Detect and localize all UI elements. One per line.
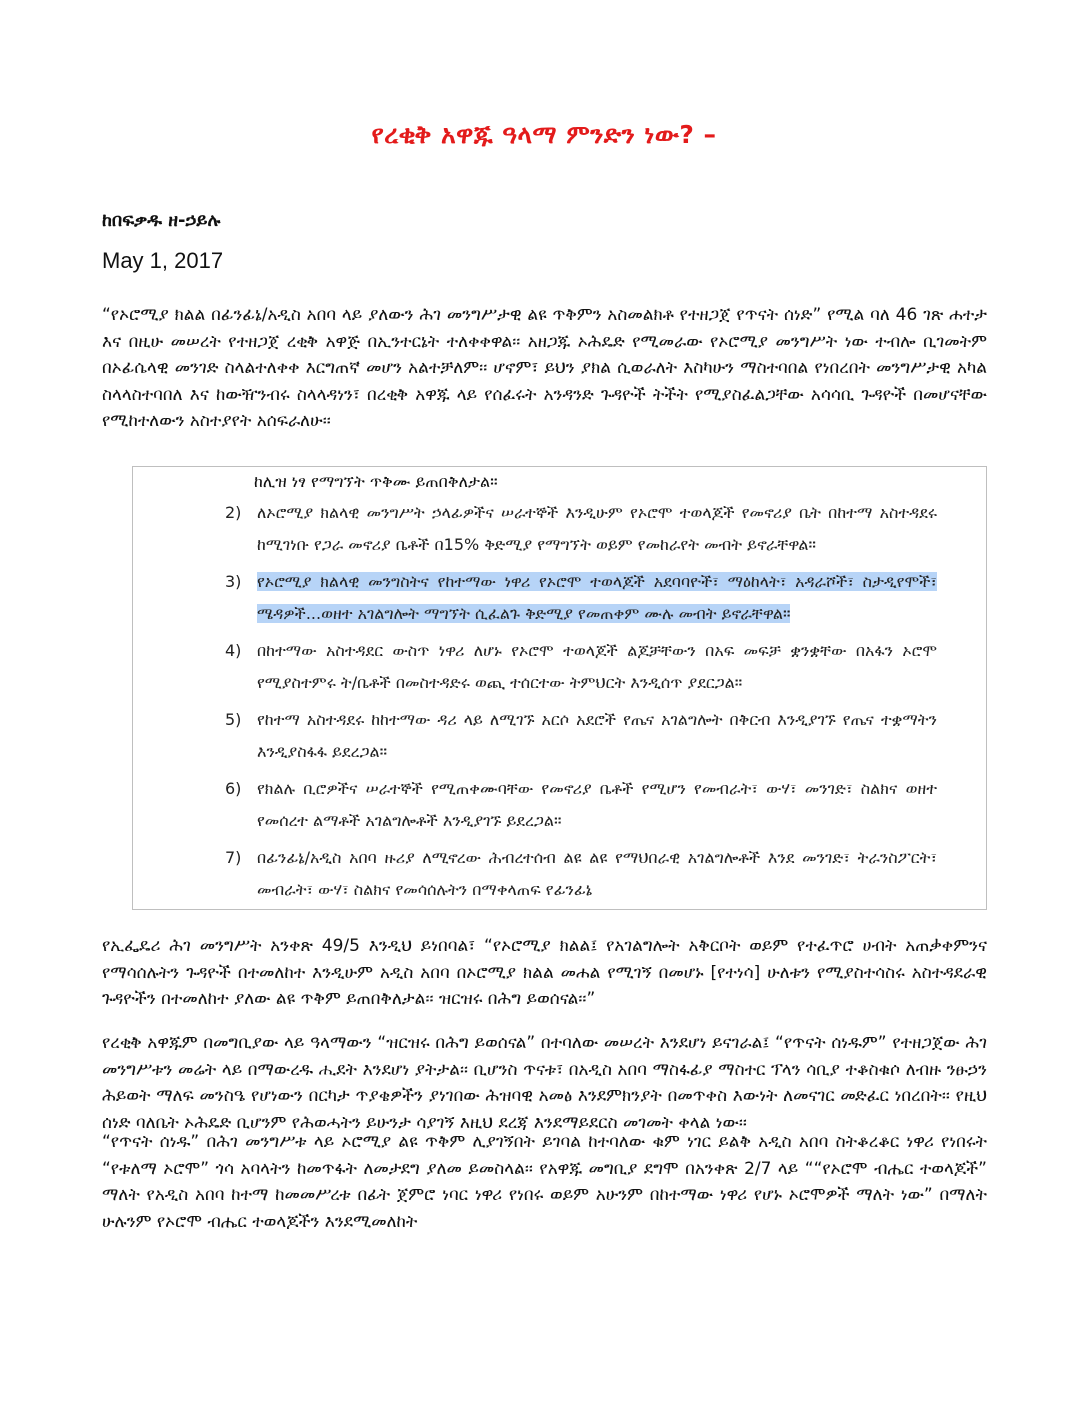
list-item [133,842,986,906]
list-text: በፊንፊኔ/አዲስ አበባ ዙሪያ ለሚኖረው ሕብረተሰብ ልዩ ልዩ የማህበራዊ አገልግሎቶች እንደ መንገድ፣ ትራንስፖርት፣ መብራት፣ ውሃ፣ ስልክና የመሳሰሉትን በማቀላጠፍ የፊንፊኔ [257,848,937,899]
excerpt-list [133,497,986,910]
list-number: 6) [225,779,242,798]
intro-paragraph: “የኦሮሚያ ክልል በፊንፊኔ/አዲስ አበባ ላይ ያለውን ሕገ መንግሥታዊ ልዩ ጥቅምን አስመልክቶ የተዘጋጀ የጥናት ሰነድ” የሚል ባለ 46 ገጽ ሐተታ እና በዚሁ መሠረት የተዘጋጀ ረቂቅ አዋጅ በኢንተርኔት ተለቀቀዋል፡፡ አዘጋጁ ኦሕዴድ የሚመራው የኦሮሚያ መንግሥት ነው ተብሎ ቢገመትም በኦፊሴላዊ መንገድ ስላልተለቀቀ እርግጠኛ መሆን አልተቻለም፡፡ ሆኖም፣ ይህን ያክል ሲወራለት እስካሁን ማስተባበል የነበረበት መንግሥታዊ አካል ስላላስተባበለ እና ከውዥንብሩ ስላላዳነን፣ በረቂቅ አዋጁ ላይ የሰፈሩት አንዳንድ ጉዳዮች ትችት የሚያስፈልጋቸው አሳሳቢ ጉዳዮች በመሆናቸው የሚከተለውን አስተያየት አሰፍራለሁ፡፡ [102,305,987,431]
list-item [133,566,986,630]
list-item [133,635,986,699]
list-item [133,704,986,768]
list-number: 3) [225,572,242,591]
list-text: በከተማው አስተዳደር ውስጥ ነዋሪ ለሆኑ የኦሮሞ ተወላጆች ልጆቻቸውን በአፍ መፍቻ ቋንቋቸው በአፋን ኦሮሞ የሚያስተምሩ ት/ቤቶች በመስተዳድሩ ወጪ ተሰርተው ትምህርት እንዲሰጥ ያደርጋል። [257,641,937,692]
body-paragraph: “የጥናት ሰነዱ” በሕገ መንግሥቱ ላይ ኦሮሚያ ልዩ ጥቅም ሊያገኝበት ይገባል ከተባለው ቁም ነገር ይልቅ አዲስ አበባ ስትቆረቆር ነዋሪ የነበሩት “የቱለማ ኦሮሞ” ጎሳ አባላትን ከመጥፋት ለመታደግ ያለመ ይመስላል፡፡ የአዋጁ መግቢያ ደግሞ በአንቀጽ 2/7 ላይ ““የኦሮሞ ብሔር ተወላጆች” ማለት የአዲስ አበባ ከተማ ከመመሥረቱ በፊት ጀምሮ ነባር ነዋሪ የነበሩ ወይም አሁንም በከተማው ነዋሪ የሆኑ ኦሮሞዎች ማለት ነው” በማለት ሁሉንም የኦሮሞ ብሔር ተወላጆችን እንደሚመለከት [102,1132,987,1232]
constitution-quote-paragraph: የኢፌዴሪ ሕገ መንግሥት አንቀጽ 49/5 እንዲህ ይነበባል፣ “የኦሮሚያ ክልል፤ የአገልግሎት አቅርቦት ወይም የተፈጥሮ ሀብት አጠቃቀምንና የማሳሰሉትን ጉዳዮች በተመለከተ እንዲሁም አዲስ አበባ በኦሮሚያ ክልል መሐል የሚገኝ በመሆኑ [የተነሳ] ሁለቱን የሚያስተሳስሩ አስተዳደራዊ ጉዳዮችን በተመለከተ ያለው ልዩ ጥቅም ይጠበቅለታል፡፡ ዝርዝሩ በሕግ ይወሰናል፡፡” [102,936,987,1009]
excerpt-intro-line: ከሊዝ ነፃ የማግኘት ጥቅሙ ይጠበቅለታል። [254,472,498,491]
list-number: 5) [225,710,242,729]
list-text: የክልሉ ቢሮዎችና ሠራተኞች የሚጠቀሙባቸው የመኖሪያ ቤቶች የሚሆን የመብራት፣ ውሃ፣ መንገድ፣ ስልክና ወዘተ የመሰረተ ልማቶች አገልግሎቶች እንዲያገኙ ይደረጋል። [257,779,937,830]
scanned-excerpt-image [132,466,987,910]
page-title: የረቂቅ አዋጁ ዓላማ ምንድን ነው? – [371,120,717,149]
list-number: 7) [225,848,242,867]
publish-date: May 1, 2017 [102,248,224,273]
list-text: ለኦሮሚያ ክልላዊ መንግሥት ኃላፊዎችና ሠራተኞች እንዲሁም የኦሮሞ ተወላጆች የመኖሪያ ቤት በከተማ አስተዳደሩ ከሚገነቡ የጋራ መኖሪያ ቤቶች በ15% ቅድሚያ የማግኘት ወይም የመከራየት መብት ይኖራቸዋል። [257,503,937,554]
body-paragraph: የረቂቅ አዋጁም በመግቢያው ላይ ዓላማውን “ዝርዝሩ በሕግ ይወሰናል” በተባለው መሠረት እንደሆነ ይናገራል፤ “የጥናት ሰነዱም” የተዘጋጀው ሕገ መንግሥቱን መሬት ላይ በማውረዱ ሒደት እንደሆነ ያትታል፡፡ ቢሆንስ ጥናቱ፣ በአዲስ አበባ ማስፋፊያ ማስተር ፕላን ሳቢያ ተቆስቁሶ ለብዙ ንፁኃን ሕይወት ማለፍ መንስዔ የሆነውን በርካታ ጥያቄዎችን ያነገበው ሕዝባዊ አመፅ እንደምክንያት በመጥቀስ እውነት ለመናገር መድፈር ነበረበት፡፡ የዚህ ሰነድ ባለቤት ኦሕዴድ ቢሆንም የሕወሓትን ይሁንታ ሳያገኝ እዚህ ደረጃ እንደማይደርስ መገመት ቀላል ነው፡፡ [102,1033,987,1133]
list-item [133,773,986,837]
list-number: 2) [225,503,242,522]
list-item [133,497,986,561]
list-number: 4) [225,641,242,660]
list-text: የከተማ አስተዳደሩ ከከተማው ዳሪ ላይ ለሚገኙ አርሶ አደሮች የጤና አገልግሎት በቅርብ እንዲያገኙ የጤና ተቋማትን እንዲያስፋፋ ይደረጋል። [257,710,937,761]
list-text-highlighted [257,566,937,630]
author-byline: ከበፍቃዱ ዘ-ኃይሉ [102,210,221,231]
text-highlight: የኦሮሚያ ክልላዊ መንግስትና የከተማው ነዋሪ የኦሮሞ ተወላጆች አደባባዮች፣ ማዕከላት፣ አዳራሾች፣ ስታዲየሞች፣ ሜዳዎች...ወዘተ አገልግሎት ማግኘት ሲፈልጉ ቅድሚያ የመጠቀም ሙሉ መብት ይኖራቸዋል። [257,572,937,623]
